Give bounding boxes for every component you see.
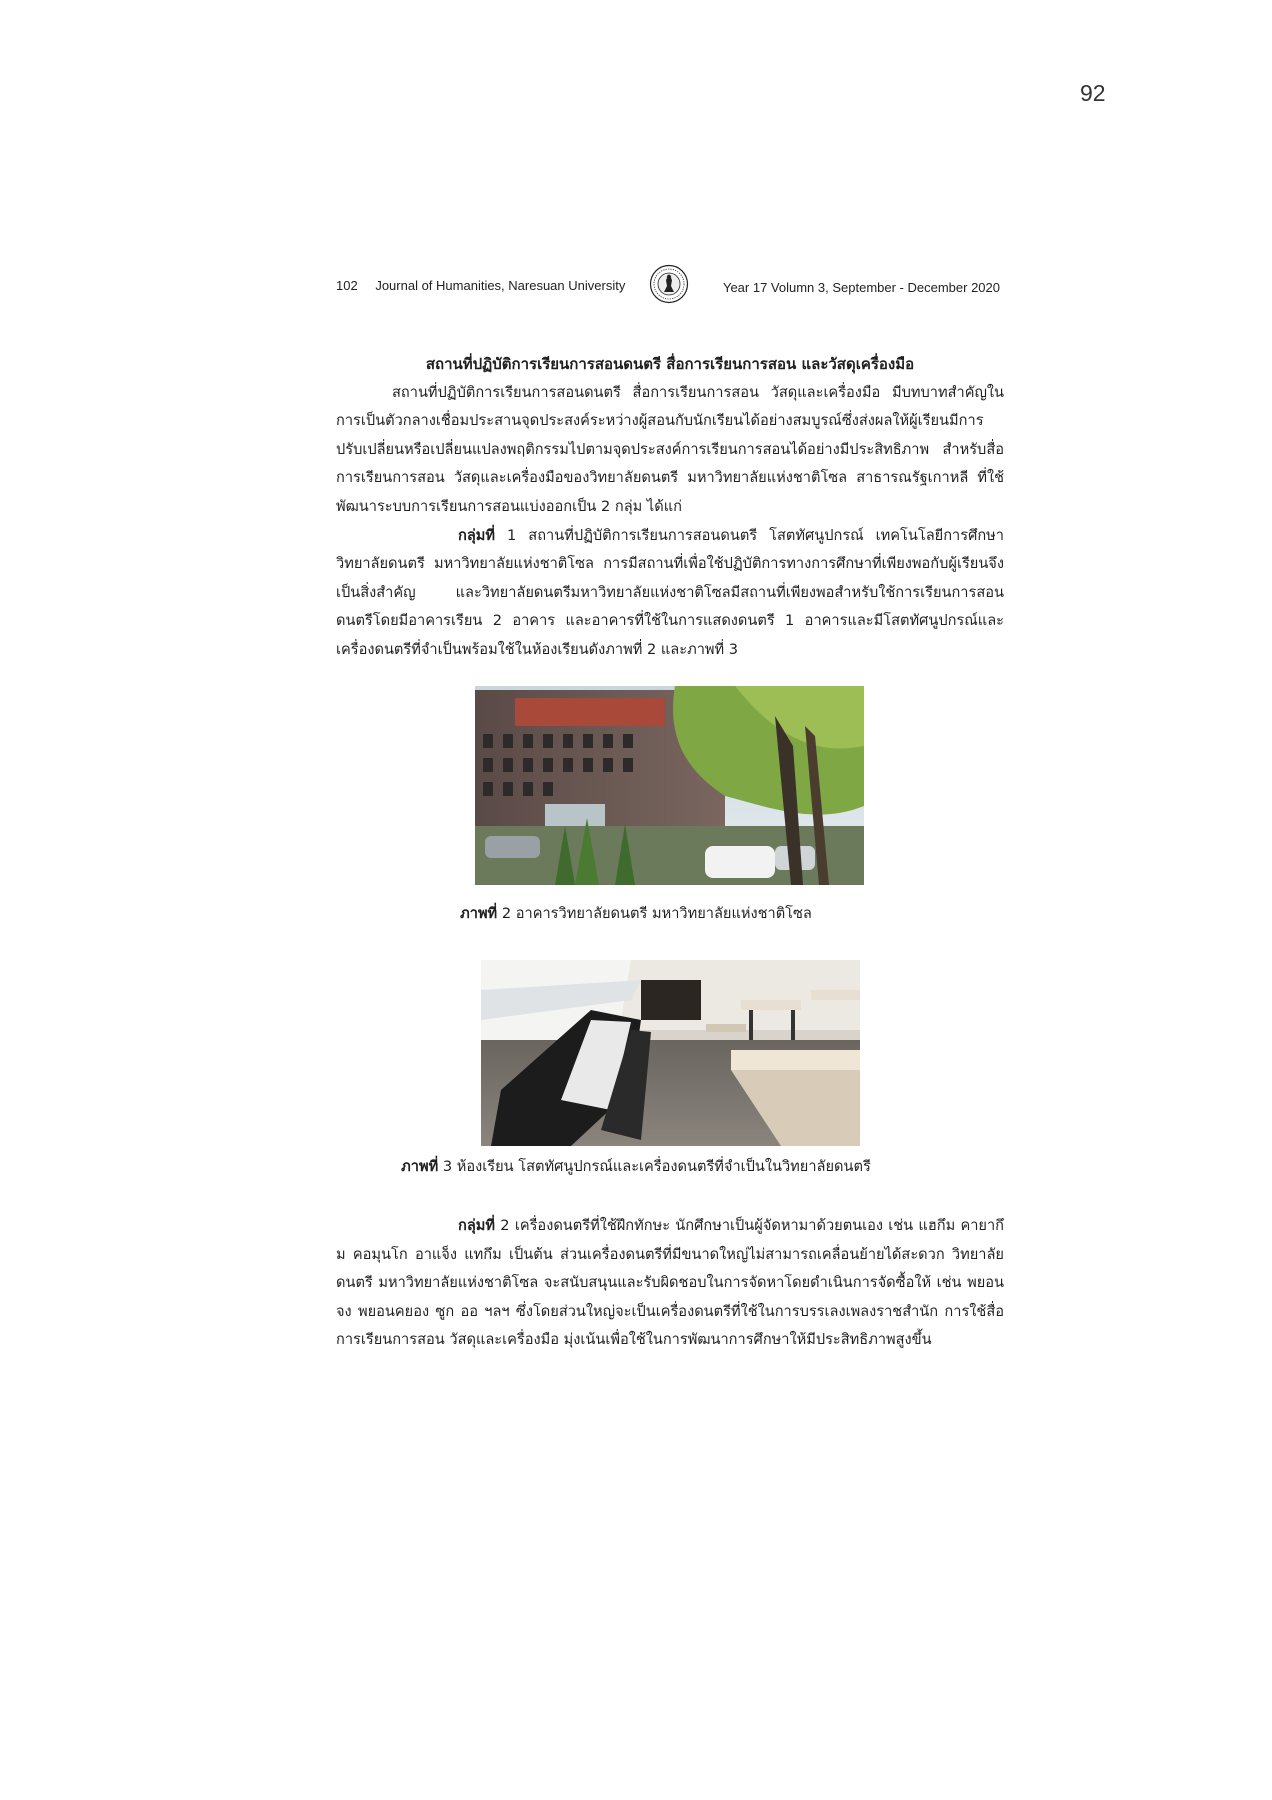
figure-3-caption [0,1155,1272,1178]
group-2-text: 2 เครื่องดนตรีที่ใช้ฝึกทักษะ นักศึกษาเป็นผู้จัดหามาด้วยตนเอง เช่น แฮกึม คายากึม คอมุนโก อาแจ็ง แทกึม เป็นต้น ส่วนเครื่องดนตรีที่มีขนาดใหญ่ไม่สามารถเคลื่อนย้ายได้สะดวก วิทยาลัยดนตรี มหาวิทยาลัยแห่งชาติโซล จะสนับสนุนและรับผิดชอบในการจัดหาโดยดำเนินการจัดซื้อให้ เช่น พยอนจง พยอนคยอง ซูก ออ ฯลฯ ซึ่งโดยส่วนใหญ่จะเป็นเครื่องดนตรีที่ใช้ในการบรรเลงเพลงราชสำนัก การใช้สื่อการเรียนการสอน วัสดุและเครื่องมือ มุ่งเน้นเพื่อใช้ในการพัฒนาการศึกษาให้มีประสิทธิภาพสูงขึ้น [336,1217,1004,1349]
figure-2-label: ภาพที่ [460,905,498,922]
section-heading: สถานที่ปฏิบัติการเรียนการสอนดนตรี สื่อการเรียนการสอน และวัสดุเครื่องมือ [425,355,915,373]
body-text-lower [336,1212,1004,1355]
page-number: 92 [1080,80,1106,106]
figure-2-caption [0,902,1272,925]
figure-3-classroom-photo [481,960,860,1146]
figure-2-text: 2 อาคารวิทยาลัยดนตรี มหาวิทยาลัยแห่งชาติโซล [497,905,812,922]
running-header [336,264,1004,308]
group-2-label: กลุ่มที่ [458,1217,496,1234]
body-text-upper [336,350,1004,665]
paragraph-group-2 [336,1212,1004,1355]
journal-page-number: 102 [336,278,358,293]
group-1-label: กลุ่มที่ [458,526,496,544]
paragraph-group-1 [336,522,1004,665]
figure-2-building-photo [475,686,864,885]
paragraph-intro: สถานที่ปฏิบัติการเรียนการสอนดนตรี สื่อการเรียนการสอน วัสดุและเครื่องมือ มีบทบาทสำคัญในการเป็นตัวกลางเชื่อมประสานจุดประสงค์ระหว่างผู้สอนกับนักเรียนได้อย่างสมบูรณ์ซึ่งส่งผลให้ผู้เรียนมีการปรับเปลี่ยนหรือเปลี่ยนแปลงพฤติกรรมไปตามจุดประสงค์การเรียนการสอนได้อย่างมีประสิทธิภาพ สำหรับสื่อการเรียนการสอน วัสดุและเครื่องมือของวิทยาลัยดนตรี มหาวิทยาลัยแห่งชาติโซล สาธารณรัฐเกาหลี ที่ใช้พัฒนาระบบการเรียนการสอนแบ่งออกเป็น 2 กลุ่ม ได้แก่ [336,383,1004,515]
running-header-left [336,278,625,293]
figure-3-text: 3 ห้องเรียน โสตทัศนูปกรณ์และเครื่องดนตรีที่จำเป็นในวิทยาลัยดนตรี [438,1158,871,1175]
figure-3-label: ภาพที่ [401,1158,439,1175]
group-1-text: 1 สถานที่ปฏิบัติการเรียนการสอนดนตรี โสตทัศนูปกรณ์ เทคโนโลยีการศึกษา วิทยาลัยดนตรี มหาวิทยาลัยแห่งชาติโซล การมีสถานที่เพื่อใช้ปฏิบัติการทางการศึกษาที่เพียงพอกับผู้เรียนจึงเป็นสิ่งสำคัญ และวิทยาลัยดนตรีมหาวิทยาลัยแห่งชาติโซลมีสถานที่เพียงพอสำหรับใช้การเรียนการสอนดนตรีโดยมีอาคารเรียน 2 อาคาร และอาคารที่ใช้ในการแสดงดนตรี 1 อาคารและมีโสตทัศนูปกรณ์และเครื่องดนตรีที่จำเป็นพร้อมใช้ในห้องเรียนดังภาพที่ 2 และภาพที่ 3 [336,526,1004,658]
university-seal-icon [649,264,689,304]
journal-title: Journal of Humanities, Naresuan University [375,278,626,293]
journal-issue: Year 17 Volumn 3, September - December 2020 [722,280,1000,295]
